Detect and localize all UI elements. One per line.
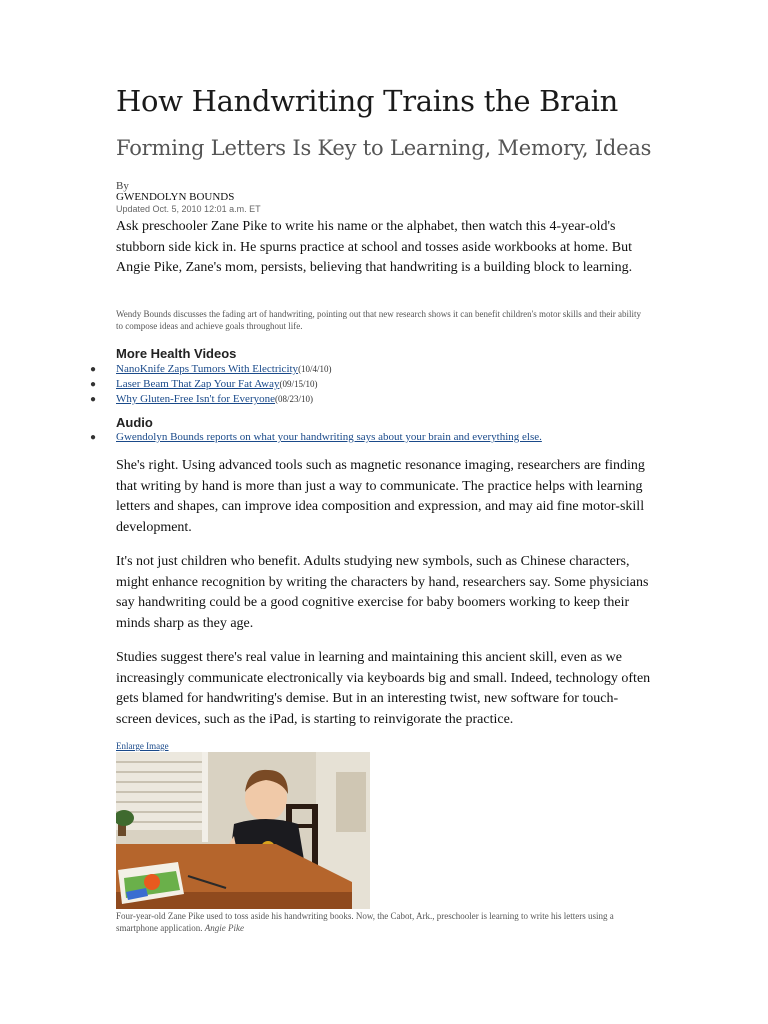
author-name: GWENDOLYN BOUNDS: [116, 191, 235, 203]
video-date: (09/15/10): [279, 379, 318, 389]
enlarge-image-link[interactable]: Enlarge Image: [116, 741, 169, 751]
photo-caption: [116, 910, 656, 934]
video-date: (10/4/10): [298, 364, 332, 374]
article-subtitle: Forming Letters Is Key to Learning, Memory, Ideas: [116, 136, 652, 160]
photo-credit: Angie Pike: [204, 923, 244, 933]
paragraph-3: It's not just children who benefit. Adults studying new symbols, such as Chinese characters, might enhance recognition by writing the characters by hand, researchers say. Some physicians say handwriting could be a good cognitive exercise for baby boomers working to keep their minds sharp as they age.: [116, 554, 649, 631]
audio-link[interactable]: Gwendolyn Bounds reports on what your handwriting says about your brain and everything else.: [116, 431, 542, 443]
updated-timestamp: Updated Oct. 5, 2010 12:01 a.m. ET: [116, 204, 261, 214]
audio-list: [90, 430, 542, 445]
bullet-icon: ●: [90, 432, 97, 443]
list-item: [90, 430, 542, 445]
photo-illustration: [116, 752, 370, 909]
photo-caption-text: Four-year-old Zane Pike used to toss aside his handwriting books. Now, the Cabot, Ark., preschooler is learning to write his letters using a smartphone application.: [116, 911, 614, 933]
health-videos-heading: More Health Videos: [116, 346, 237, 361]
list-item: [90, 377, 332, 392]
list-item: [90, 362, 332, 377]
article-photo[interactable]: [116, 752, 370, 909]
video-link-nanoknife[interactable]: NanoKnife Zaps Tumors With Electricity: [116, 363, 299, 375]
bullet-icon: ●: [90, 379, 97, 390]
article-title: How Handwriting Trains the Brain: [116, 84, 619, 118]
video-caption: Wendy Bounds discusses the fading art of handwriting, pointing out that new research shows it can benefit children's motor skills and their ability to compose ideas and achieve goals throughout life.: [116, 309, 642, 331]
paragraph-1: Ask preschooler Zane Pike to write his name or the alphabet, then watch this 4-year-old's stubborn side kick in. He spurns practice at school and tosses aside workbooks at home. But Angie Pike, Zane's mom, persists, believing that handwriting is a building block to learning.: [116, 219, 633, 275]
paragraph-4: Studies suggest there's real value in learning and maintaining this ancient skill, even as we increasingly communicate electronically via keyboards big and small. Indeed, technology often gets blamed for handwriting's demise. But in an interesting twist, new software for touch-screen devices, such as the iPad, is starting to reinvigorate the practice.: [116, 650, 651, 727]
bullet-icon: ●: [90, 364, 97, 375]
bullet-icon: ●: [90, 394, 97, 405]
list-item: [90, 392, 332, 407]
health-videos-list: [90, 362, 332, 407]
paragraph-2: She's right. Using advanced tools such as magnetic resonance imaging, researchers are finding that writing by hand is more than just a way to communicate. The practice helps with learning letters and shapes, can improve idea composition and expression, and may aid fine motor-skill development.: [116, 458, 645, 535]
video-link-laser-beam[interactable]: Laser Beam That Zap Your Fat Away: [116, 378, 280, 390]
audio-heading: Audio: [116, 415, 153, 430]
video-date: (08/23/10): [274, 394, 313, 404]
video-link-gluten-free[interactable]: Why Gluten-Free Isn't for Everyone: [116, 393, 275, 405]
byline-label: By: [116, 180, 129, 192]
